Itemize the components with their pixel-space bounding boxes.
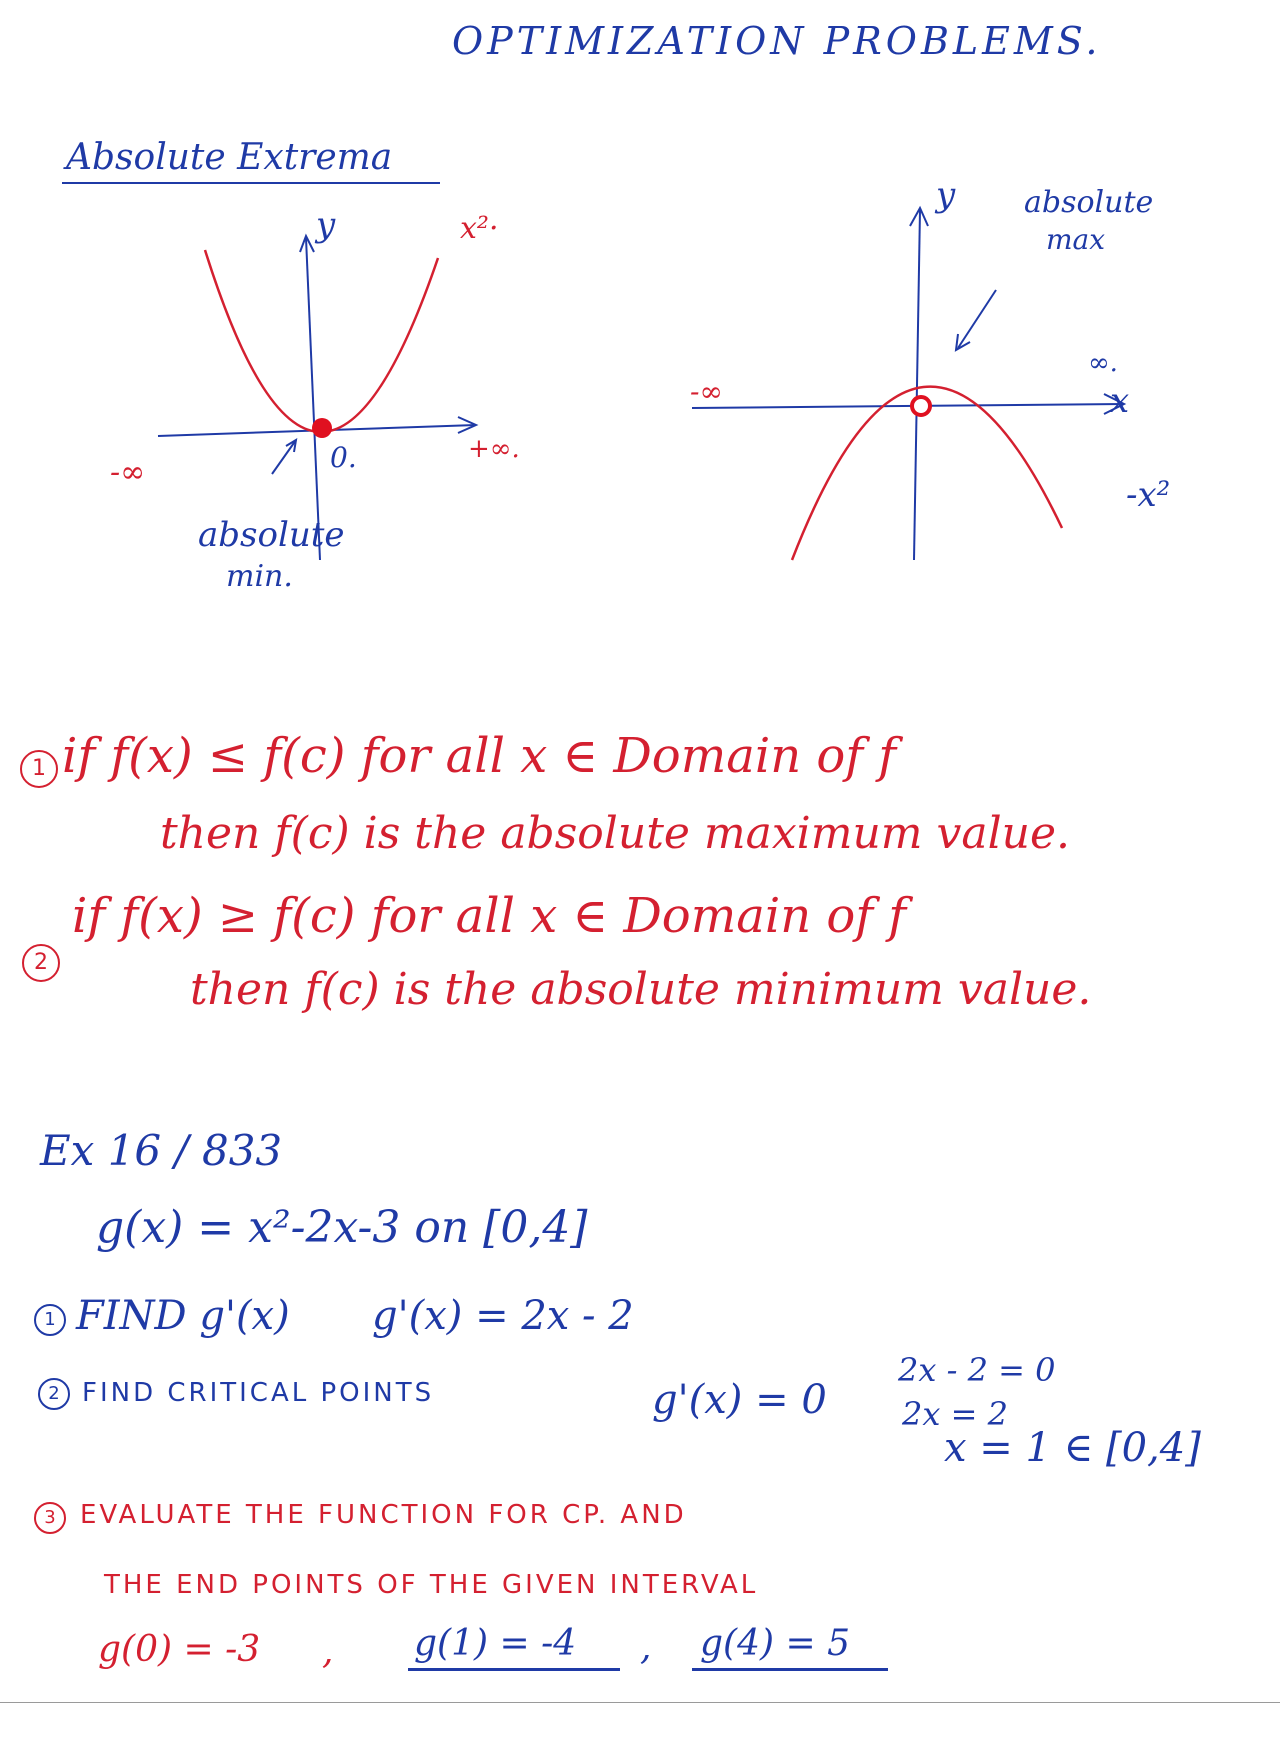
graph1-function-label: x²· xyxy=(460,211,499,246)
graph1-point-label-line1: absolute xyxy=(198,515,345,555)
def2-line2: then f(c) is the absolute minimum value. xyxy=(190,964,1092,1015)
step2-equation: g'(x) = 0 xyxy=(652,1377,827,1423)
step3-line2: THE END POINTS OF THE GIVEN INTERVAL xyxy=(104,1570,759,1600)
eval-g1-underline xyxy=(408,1668,620,1671)
graph2-point-label-line2: max xyxy=(1046,223,1106,256)
def1-line2: then f(c) is the absolute maximum value. xyxy=(160,808,1071,859)
graph2-x-label: x xyxy=(1110,381,1130,421)
eval-separator-1: , xyxy=(322,1631,334,1672)
def1-number-circle: 1 xyxy=(20,750,58,788)
graph1-parabola xyxy=(205,250,438,432)
step2-text: FIND CRITICAL POINTS xyxy=(82,1378,435,1408)
graph1-point-label-line2: min. xyxy=(226,559,293,594)
eval-g0: g(0) = -3 xyxy=(98,1629,261,1670)
step3-number-circle: 3 xyxy=(34,1502,66,1534)
example-label: Ex 16 / 833 xyxy=(40,1126,283,1175)
eval-g4: g(4) = 5 xyxy=(700,1623,850,1664)
solve-line3: x = 1 ∈ [0,4] xyxy=(944,1425,1201,1471)
solve-line2: 2x = 2 xyxy=(902,1395,1008,1433)
eval-g4-underline xyxy=(692,1668,888,1671)
graph2-right-infinity: ∞. xyxy=(1088,348,1118,378)
eval-g1: g(1) = -4 xyxy=(414,1623,577,1664)
graph2-max-point xyxy=(912,397,930,415)
graph2-left-infinity: -∞ xyxy=(690,375,723,408)
graph1-y-label: y xyxy=(316,205,336,245)
def1-line1: if f(x) ≤ f(c) for all x ∈ Domain of f xyxy=(62,728,897,784)
graph1-right-infinity: +∞. xyxy=(468,434,520,464)
page-bottom-rule xyxy=(0,1702,1280,1703)
section-heading: Absolute Extrema xyxy=(66,137,393,178)
eval-separator-2: , xyxy=(640,1627,652,1668)
step1-result: g'(x) = 2x - 2 xyxy=(372,1293,634,1339)
step2-number-circle: 2 xyxy=(38,1378,70,1410)
graphs-figure xyxy=(0,0,1280,600)
page-title: OPTIMIZATION PROBLEMS. xyxy=(452,19,1102,63)
solve-line1: 2x - 2 = 0 xyxy=(898,1351,1056,1389)
graph2-y-label: y xyxy=(936,175,956,215)
step3-line1: EVALUATE THE FUNCTION FOR CP. AND xyxy=(80,1500,687,1530)
graph1-origin-label: 0. xyxy=(330,441,357,474)
graph2-axes xyxy=(692,208,1124,560)
graph2-function-label: -x² xyxy=(1126,475,1171,515)
graph2-point-label-line1: absolute xyxy=(1024,185,1154,220)
def2-number-circle: 2 xyxy=(22,944,60,982)
def2-line1: if f(x) ≥ f(c) for all x ∈ Domain of f xyxy=(72,888,907,944)
graph1-left-infinity: -∞ xyxy=(110,455,146,490)
step1-text: FIND g'(x) xyxy=(76,1293,290,1339)
example-function: g(x) = x²-2x-3 on [0,4] xyxy=(96,1202,588,1253)
step1-number-circle: 1 xyxy=(34,1304,66,1336)
graph1-min-point xyxy=(312,418,332,438)
